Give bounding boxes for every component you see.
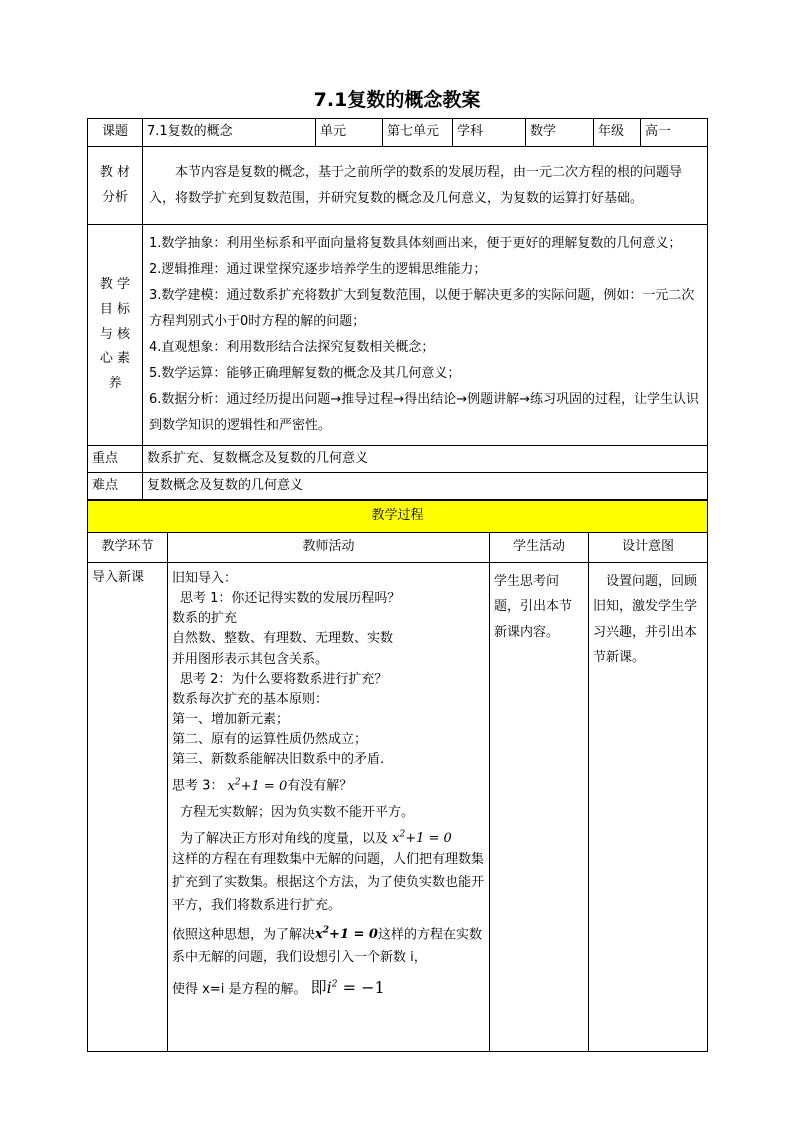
stage-cell: 导入新课: [88, 563, 168, 1052]
goals-row: [88, 225, 708, 446]
goal-item: 2.逻辑推理：通过课堂探究逐步培养学生的逻辑思维能力；: [149, 262, 487, 277]
equation-i-squared: $i^2 = -1$: [326, 977, 385, 997]
subject-value: 数学: [526, 119, 594, 147]
goal-item: 6.数据分析：通过经历提出问题→推导过程→得出结论→例题讲解→练习巩固的过程，让学生认识到数学知识的逻辑性和严密性。: [149, 392, 699, 433]
goals-list: [143, 225, 708, 446]
difficulty-row: [88, 473, 708, 500]
analysis-text: 本节内容是复数的概念，基于之前所学的数系的发展历程，由一元二次方程的根的问题导入，将数学扩充到复数范围，并研究复数的概念及几何意义，为复数的运算打好基础。: [143, 147, 708, 225]
goals-label-line: 教 学: [99, 277, 131, 293]
goal-item: 5.数学运算：能够正确理解复数的概念及其几何意义；: [149, 366, 461, 381]
think3-question: 有没有解？: [287, 778, 353, 794]
unit-label: 单元: [316, 119, 383, 147]
teacher-line: 依照这种思想，为了解决$x^2+1 = 0$这样的方程在实数系中无解的问题，我们设想引入一个新数 i，: [172, 925, 482, 965]
goals-label-line: 与 核: [99, 326, 131, 342]
process-banner: 教学过程: [88, 501, 708, 533]
equation-x2-plus-1: $x^2+1 = 0$: [315, 925, 378, 943]
process-banner-row: [88, 501, 708, 533]
goals-label-line: 目 标: [99, 301, 131, 317]
goal-item: 3.数学建模：通过数系扩充将数扩大到复数范围，以便于解决更多的实际问题，例如：一元二次方程判别式小于0时方程的解的问题；: [149, 288, 695, 329]
difficulty-label: 难点: [88, 473, 143, 500]
unit-value: 第七单元: [383, 119, 453, 147]
goal-item: 1.数学抽象：利用坐标系和平面向量将复数具体刻画出来，便于更好的理解复数的几何意义；: [149, 236, 682, 251]
header-student: 学生活动: [490, 533, 589, 563]
analysis-label: [88, 147, 143, 225]
design-intent: 设置问题，回顾旧知，激发学生学习兴趣，并引出本节新课。: [589, 563, 708, 1052]
teacher-line: 第二、原有的运算性质仍然成立；: [172, 732, 368, 748]
topic-row: [88, 119, 708, 147]
teacher-line: 旧知导入：: [172, 571, 238, 586]
goals-label-line: 心 素: [99, 351, 131, 367]
key-points-row: [88, 446, 708, 473]
topic-label: 课题: [88, 119, 143, 147]
process-body-row: [88, 563, 708, 1052]
process-table: [87, 500, 708, 1052]
difficulty-value: 复数概念及复数的几何意义: [143, 473, 708, 500]
process-header-row: [88, 533, 708, 563]
teacher-line: 思考 1：你还记得实数的发展历程吗？: [180, 591, 401, 607]
goals-label: [88, 225, 143, 446]
teacher-line: 这样的方程在有理数集中无解的问题，人们把有理数集扩充到了实数集。根据这个方法，为了使负实数也能开平方，我们将数系进行扩充。: [172, 852, 485, 913]
key-value: 数系扩充、复数概念及复数的几何意义: [143, 446, 708, 473]
think3-line: [172, 776, 485, 796]
teacher-line: 数系的扩充: [172, 611, 238, 627]
key-label: 重点: [88, 446, 143, 473]
equation-x2-plus-1: $x^2+1 = 0$: [227, 777, 288, 794]
info-table: [87, 118, 708, 500]
teacher-line: 自然数、整数、有理数、无理数、实数: [172, 631, 394, 647]
teacher-activity: [168, 563, 490, 1052]
grade-label: 年级: [594, 119, 641, 147]
analysis-row: [88, 147, 708, 225]
teacher-line: 并用图形表示其包含关系。: [172, 651, 329, 667]
teacher-line: 数系每次扩充的基本原则：: [172, 691, 329, 707]
header-intent: 设计意图: [589, 533, 708, 563]
analysis-label-line: 分析: [101, 189, 128, 205]
teacher-line: 第三、新数系能解决旧数系中的矛盾.: [172, 752, 385, 768]
subject-label: 学科: [453, 119, 526, 147]
grade-value: 高一: [641, 119, 708, 147]
goal-item: 4.直观想象：利用数形结合法探究复数相关概念；: [149, 340, 435, 355]
teacher-line: 第一、增加新元素；: [172, 711, 290, 727]
analysis-label-line: 教 材: [99, 164, 131, 180]
student-activity: 学生思考问题，引出本节新课内容。: [490, 563, 589, 1052]
goals-label-line: 养: [108, 376, 122, 392]
teacher-line: 为了解决正方形对角线的度量，以及 $x^2+1 = 0$: [180, 830, 452, 847]
header-stage: 教学环节: [88, 533, 168, 563]
teacher-line: 使得 x=i 是方程的解。 即$i^2 = -1$: [172, 977, 385, 997]
think3-label: 思考 3：: [172, 778, 224, 794]
page-title: 7.1复数的概念教案: [313, 89, 481, 111]
header-teacher: 教师活动: [168, 533, 490, 563]
teacher-line: 方程无实数解；因为负实数不能开平方。: [180, 804, 415, 820]
equation-x2-plus-1: $x^2+1 = 0$: [392, 830, 452, 847]
topic-value: 7.1复数的概念: [143, 119, 316, 147]
teacher-line: 思考 2：为什么要将数系进行扩充？: [180, 671, 388, 687]
